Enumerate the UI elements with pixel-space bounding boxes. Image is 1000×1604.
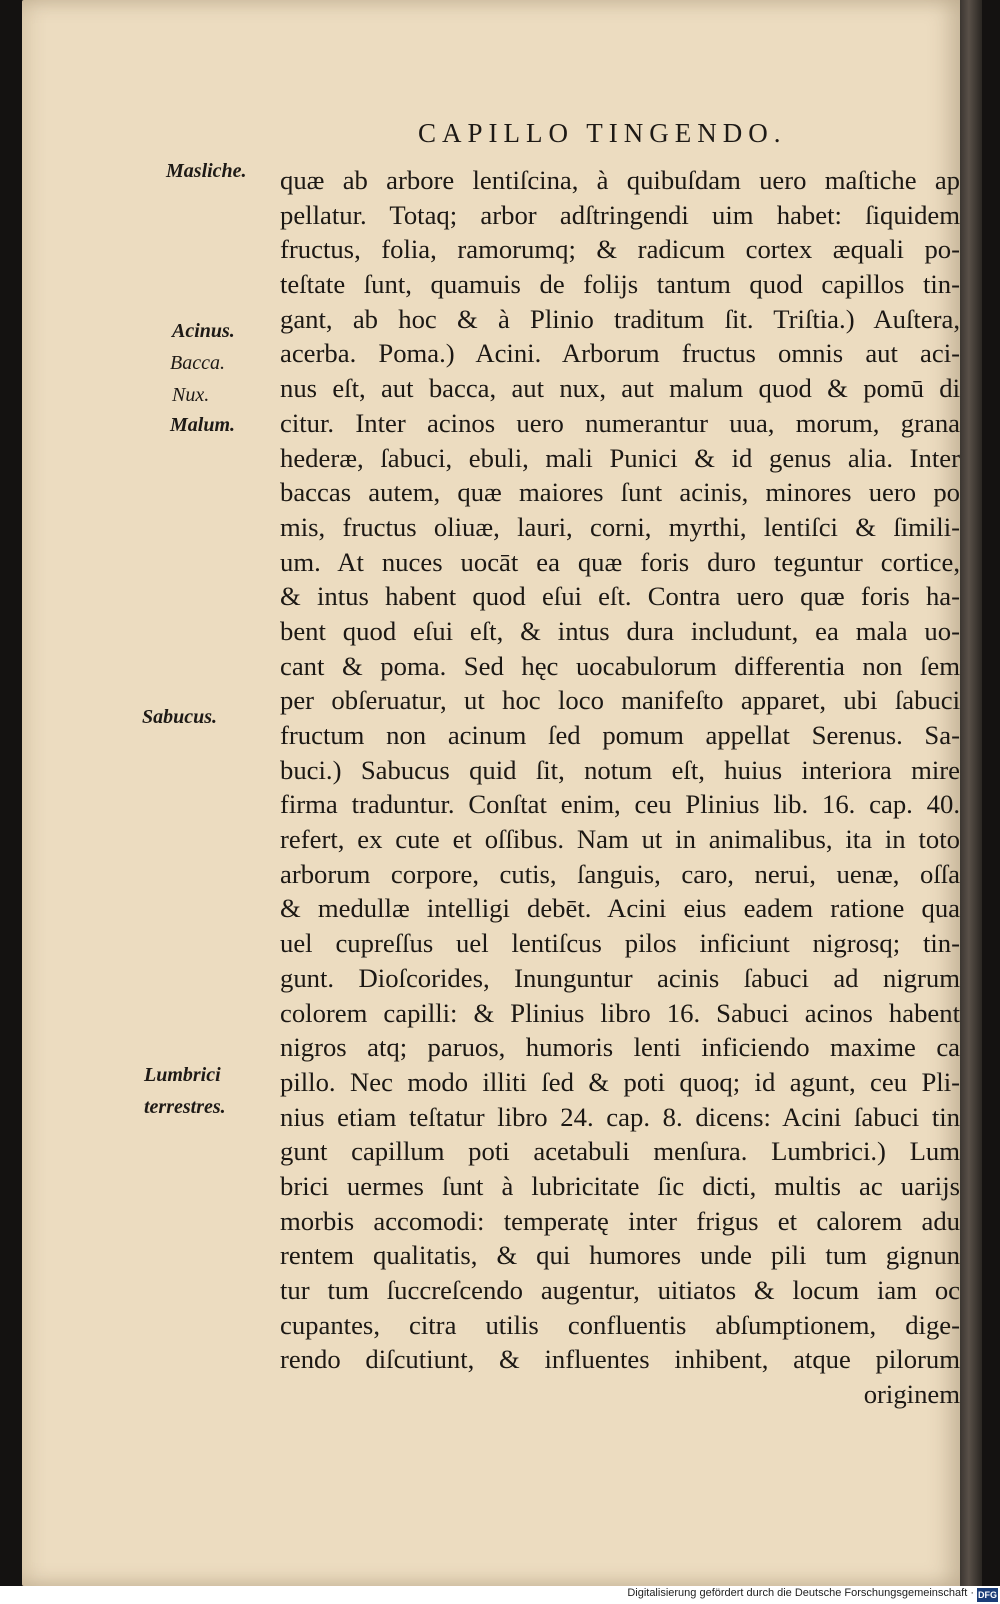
text-line: fructus, folia, ramorumq; & radicum cortex æquali po- xyxy=(280,234,960,265)
marginal-note: Nux. xyxy=(172,384,210,406)
marginal-note: Sabucus. xyxy=(142,706,218,728)
text-line: rentem qualitatis, & qui humores unde pili tum gignun xyxy=(280,1240,960,1271)
text-line: nigros atq; paruos, humoris lenti inficiendo maxime ca xyxy=(280,1032,960,1063)
text-line: mis, fructus oliuæ, lauri, corni, myrthi, lentiſci & ſimili- xyxy=(280,511,960,542)
footer-credit: Digitalisierung gefördert durch die Deutsche Forschungsgemeinschaft · xyxy=(627,1587,974,1599)
text-line: & medullæ intelligi debēt. Acini eius eadem ratione qua xyxy=(280,893,960,924)
text-line: buci.) Sabucus quid ſit, notum eſt, huius interiora mire xyxy=(280,754,960,785)
text-line: brici uermes ſunt à lubricitate ſic dicti, multis ac uarijs xyxy=(280,1170,960,1201)
marginal-note: Lumbrici xyxy=(144,1064,221,1086)
text-line: gant, ab hoc & à Plinio traditum ſit. Triſtia.) Auſtera, xyxy=(280,303,960,334)
text-line: baccas autem, quæ maiores ſunt acinis, minores uero po xyxy=(280,477,960,508)
text-line: refert, ex cute et oſſibus. Nam ut in animalibus, ita in toto xyxy=(280,824,960,855)
text-line: gunt. Dioſcorides, Inunguntur acinis ſabuci ad nigrum xyxy=(280,962,960,993)
text-line: cant & poma. Sed hęc uocabulorum differentia non ſem xyxy=(280,650,960,681)
text-line: teſtate ſunt, quamuis de folijs tantum quod capillos tin- xyxy=(280,269,960,300)
text-line: arborum corpore, cutis, ſanguis, caro, nerui, uenæ, oſſa xyxy=(280,858,960,889)
marginal-note: Malum. xyxy=(170,414,236,436)
footer-bar xyxy=(0,1586,1000,1604)
text-line: & intus habent quod eſui eſt. Contra uero quæ foris ha- xyxy=(280,581,960,612)
text-line: rendo diſcutiunt, & influentes inhibent, atque pilorum xyxy=(280,1344,960,1375)
text-line: nus eſt, aut bacca, aut nux, aut malum quod & pomū di xyxy=(280,373,960,404)
page-edge xyxy=(960,0,982,1586)
text-line: nius etiam teſtatur libro 24. cap. 8. dicens: Acini ſabuci tin xyxy=(280,1101,960,1132)
marginal-note: Acinus. xyxy=(172,320,235,342)
text-line: uel cupreſſus uel lentiſcus pilos inficiunt nigrosq; tin- xyxy=(280,928,960,959)
text-line: quæ ab arbore lentiſcina, à quibuſdam uero maſtiche ap xyxy=(280,165,960,195)
marginal-note: Masliche. xyxy=(166,160,247,182)
catchword: originem xyxy=(863,1379,960,1410)
marginal-note: Bacca. xyxy=(170,352,225,374)
body-text xyxy=(280,163,960,1412)
text-line: pillo. Nec modo illiti ſed & poti quoq; id agunt, ceu Pli- xyxy=(280,1066,960,1097)
text-line: bent quod eſui eſt, & intus dura includunt, ea mala uo- xyxy=(280,615,960,646)
text-line: acerba. Poma.) Acini. Arborum fructus omnis aut aci- xyxy=(280,338,960,369)
text-line: pellatur. Totaq; arbor adſtringendi uim habet: ſiquidem xyxy=(280,199,960,230)
text-line: hederæ, ſabuci, ebuli, mali Punici & id genus alia. Inter xyxy=(280,442,960,473)
marginal-note: terrestres. xyxy=(144,1096,226,1118)
text-line: tur tum ſuccreſcendo augentur, uitiatos & locum iam oc xyxy=(280,1275,960,1305)
text-line: cupantes, citra utilis confluentis abſumptionem, dige- xyxy=(280,1309,960,1340)
text-line: gunt capillum poti acetabuli menſura. Lumbrici.) Lum xyxy=(280,1136,960,1167)
text-line: firma traduntur. Conſtat enim, ceu Plinius lib. 16. cap. 40. xyxy=(280,789,960,820)
text-line: per obſeruatur, ut hoc loco manifeſto apparet, ubi ſabuci xyxy=(280,685,960,716)
dfg-logo: DFG xyxy=(978,1590,997,1600)
running-head: CAPILLO TINGENDO. xyxy=(418,118,787,148)
text-line: colorem capilli: & Plinius libro 16. Sabuci acinos habent xyxy=(280,997,960,1028)
text-line: um. At nuces uocāt ea quæ foris duro teguntur cortice, xyxy=(280,546,960,577)
text-line: fructum non acinum ſed pomum appellat Serenus. Sa- xyxy=(280,720,960,750)
text-line: citur. Inter acinos uero numerantur uua, morum, grana xyxy=(280,407,960,438)
text-line: morbis accomodi: temperatę inter frigus et calorem adu xyxy=(280,1205,960,1236)
